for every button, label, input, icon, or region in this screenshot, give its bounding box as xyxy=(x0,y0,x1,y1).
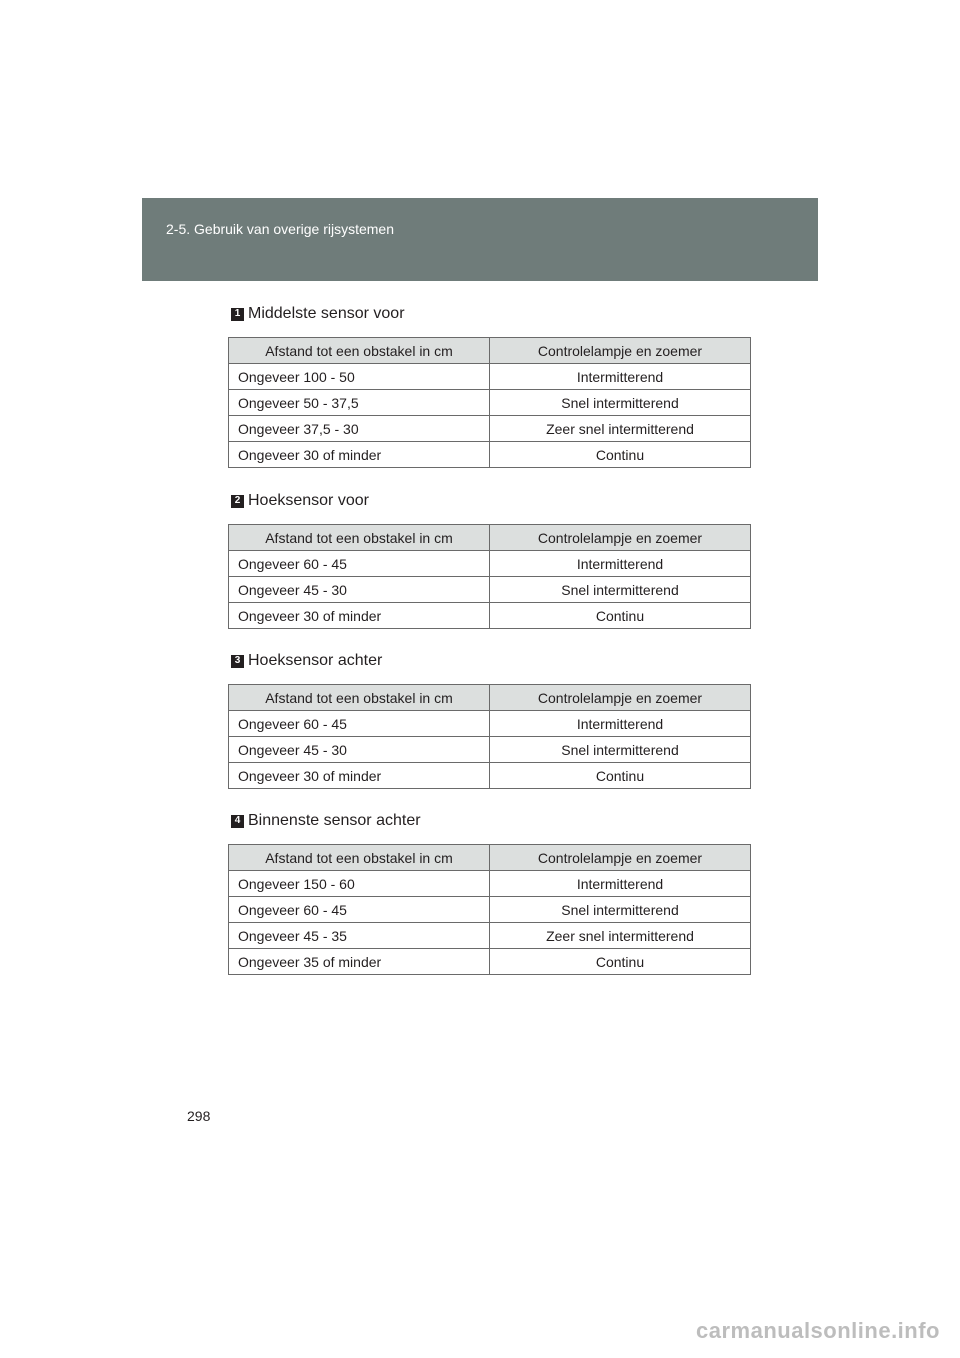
number-badge: 4 xyxy=(231,815,244,828)
distance-cell: Ongeveer 30 of minder xyxy=(229,603,490,629)
column-header-indicator: Controlelampje en zoemer xyxy=(490,685,751,711)
table-row xyxy=(229,416,751,442)
indicator-cell: Intermitterend xyxy=(490,551,751,577)
distance-table xyxy=(228,684,751,789)
section-header-band xyxy=(142,198,818,281)
distance-table xyxy=(228,524,751,629)
distance-cell: Ongeveer 60 - 45 xyxy=(229,711,490,737)
section-title-text: Hoeksensor achter xyxy=(248,652,383,669)
table-header-row xyxy=(229,845,751,871)
section-title-text: Hoeksensor voor xyxy=(248,492,369,509)
table-header-row xyxy=(229,338,751,364)
distance-table xyxy=(228,844,751,975)
table-row xyxy=(229,442,751,468)
distance-cell: Ongeveer 35 of minder xyxy=(229,949,490,975)
table-row xyxy=(229,871,751,897)
column-header-distance: Afstand tot een obstakel in cm xyxy=(229,685,490,711)
indicator-cell: Zeer snel intermitterend xyxy=(490,416,751,442)
section-title xyxy=(231,491,369,511)
distance-cell: Ongeveer 30 of minder xyxy=(229,442,490,468)
watermark: carmanualsonline.info xyxy=(696,1318,940,1343)
indicator-cell: Continu xyxy=(490,763,751,789)
page-number: 298 xyxy=(187,1108,211,1124)
section-title-text: Middelste sensor voor xyxy=(248,305,405,322)
number-badge: 1 xyxy=(231,308,244,321)
table-header-row xyxy=(229,685,751,711)
distance-cell: Ongeveer 100 - 50 xyxy=(229,364,490,390)
table-row xyxy=(229,364,751,390)
table-row xyxy=(229,577,751,603)
table-row xyxy=(229,897,751,923)
distance-cell: Ongeveer 37,5 - 30 xyxy=(229,416,490,442)
indicator-cell: Continu xyxy=(490,603,751,629)
table-row xyxy=(229,711,751,737)
distance-cell: Ongeveer 50 - 37,5 xyxy=(229,390,490,416)
table-row xyxy=(229,551,751,577)
column-header-indicator: Controlelampje en zoemer xyxy=(490,845,751,871)
indicator-cell: Snel intermitterend xyxy=(490,577,751,603)
distance-cell: Ongeveer 60 - 45 xyxy=(229,551,490,577)
section-title-text: Binnenste sensor achter xyxy=(248,812,421,829)
distance-cell: Ongeveer 45 - 35 xyxy=(229,923,490,949)
indicator-cell: Snel intermitterend xyxy=(490,390,751,416)
indicator-cell: Intermitterend xyxy=(490,871,751,897)
table-row xyxy=(229,763,751,789)
distance-cell: Ongeveer 60 - 45 xyxy=(229,897,490,923)
indicator-cell: Intermitterend xyxy=(490,364,751,390)
indicator-cell: Continu xyxy=(490,442,751,468)
table-row xyxy=(229,737,751,763)
column-header-distance: Afstand tot een obstakel in cm xyxy=(229,845,490,871)
column-header-distance: Afstand tot een obstakel in cm xyxy=(229,525,490,551)
indicator-cell: Zeer snel intermitterend xyxy=(490,923,751,949)
section-title xyxy=(231,651,382,671)
indicator-cell: Intermitterend xyxy=(490,711,751,737)
indicator-cell: Continu xyxy=(490,949,751,975)
distance-cell: Ongeveer 150 - 60 xyxy=(229,871,490,897)
table-row xyxy=(229,603,751,629)
number-badge: 2 xyxy=(231,495,244,508)
table-row xyxy=(229,949,751,975)
distance-cell: Ongeveer 45 - 30 xyxy=(229,577,490,603)
table-row xyxy=(229,390,751,416)
distance-cell: Ongeveer 30 of minder xyxy=(229,763,490,789)
distance-table xyxy=(228,337,751,468)
section-header-title: 2-5. Gebruik van overige rijsystemen xyxy=(166,221,394,237)
indicator-cell: Snel intermitterend xyxy=(490,737,751,763)
indicator-cell: Snel intermitterend xyxy=(490,897,751,923)
column-header-indicator: Controlelampje en zoemer xyxy=(490,338,751,364)
distance-cell: Ongeveer 45 - 30 xyxy=(229,737,490,763)
number-badge: 3 xyxy=(231,655,244,668)
column-header-distance: Afstand tot een obstakel in cm xyxy=(229,338,490,364)
section-title xyxy=(231,304,405,324)
table-row xyxy=(229,923,751,949)
column-header-indicator: Controlelampje en zoemer xyxy=(490,525,751,551)
section-title xyxy=(231,811,421,831)
table-header-row xyxy=(229,525,751,551)
